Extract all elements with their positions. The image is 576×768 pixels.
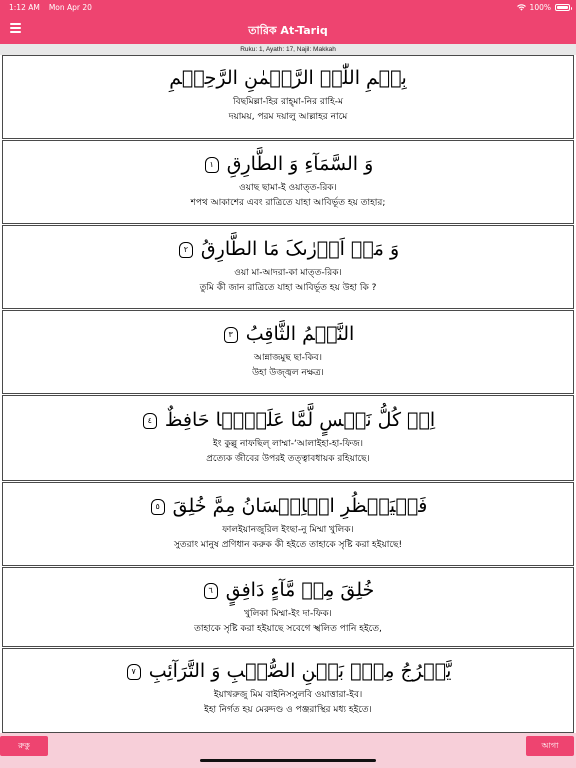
status-time: 1:12 AM [9,3,40,12]
next-button[interactable]: আগা [526,736,574,756]
verse-item[interactable] [2,310,574,394]
ayah-number-marker: ٥ [151,499,165,515]
verse-item[interactable] [2,567,574,647]
verse-translation: তুমি কী জান রাত্রিতে যাহা আবির্ভূত হয় উহা কি ? [199,283,377,293]
battery-percent: 100% [529,3,551,12]
battery-icon [555,4,570,11]
verse-arabic: وَ السَّمَآءِ وَ الطَّارِقِ ١ [3,153,573,175]
verse-item[interactable] [2,395,574,481]
verse-transliteration: আন্নাজমুছ ছা-কিব। [253,353,323,363]
verse-item[interactable] [2,482,574,566]
verse-arabic: اِنۡ کُلُّ نَفۡسٍ لَّمَّا عَلَیۡہَا حَافِظٌ ٤ [3,409,573,431]
surah-info: Ruku: 1, Ayath: 17, Najil: Makkah [0,44,576,55]
wifi-icon [517,4,526,11]
status-bar [0,0,576,14]
verse-arabic: خُلِقَ مِنۡ مَّآءٍ دَافِقٍ ٦ [3,579,573,601]
verse-translation: ইহা নির্গত হয় মেরুদণ্ড ও পঞ্জরাস্থির মধ্য হইতে। [204,705,372,715]
verse-transliteration: বিছমিল্লা-হির রাহ্‌মা-নির রাহি-ম [233,97,343,107]
verse-list[interactable] [0,55,576,733]
verse-transliteration: ওয়াছ ছামা-ই ওয়াত্‌ত-রিক। [239,183,337,193]
verse-arabic: یَّخۡرُجُ مِنۡۢ بَیۡنِ الصُّلۡبِ وَ التَّرَآئِبِ ٧ [3,660,573,682]
ayah-number-marker: ٦ [204,583,218,599]
verse-translation: উহা উজ্জ্বল নক্ষত্র। [252,368,324,378]
ayah-number-marker: ٤ [143,413,157,429]
verse-arabic: وَ مَاۤ اَدۡرٰىکَ مَا الطَّارِقُ ٢ [3,238,573,260]
ayah-number-marker: ٢ [179,242,193,258]
verse-item[interactable] [2,225,574,309]
verse-item[interactable] [2,140,574,224]
verse-transliteration: ওয়া মা-আদরা-কা মাত্‌ত-রিক। [234,268,342,278]
page-title: তারিক At-Tariq [248,24,328,37]
verse-arabic: بِسۡمِ اللّٰہِ الرَّحۡمٰنِ الرَّحِیۡمِ [169,67,407,89]
status-date: Mon Apr 20 [48,3,92,12]
verse-transliteration: ইং কুল্লু নাফছিল্‌ লাম্মা-‘আলাইহা-হা-ফিজ। [213,439,363,449]
ruku-button[interactable]: রুকু [0,736,48,756]
ayah-number-marker: ٣ [224,327,238,343]
ayah-number-marker: ١ [205,157,219,173]
ayah-number-marker: ٧ [127,664,141,680]
verse-translation: শপথ আকাশের এবং রাত্রিতে যাহা আবির্ভূত হয় তাহার; [190,198,386,208]
verse-item[interactable] [2,55,574,139]
verse-item[interactable] [2,648,574,733]
bottom-bar [0,733,576,768]
verse-translation: প্রত্যেক জীবের উপরই তত্ত্বাবধায়ক রহিয়াছে। [206,454,370,464]
verse-translation: তাহাকে সৃষ্টি করা হইয়াছে সবেগে স্খলিত পানি হইতে, [194,624,382,634]
verse-translation: সুতরাং মানুষ প্রণিধান করুক কী হইতে তাহাকে সৃষ্টি করা হইয়াছে! [173,540,403,550]
verse-transliteration: ইয়াখরুজু মিম বাইনিসসুলবি ওয়াত্তারা-ইব। [213,690,363,700]
verse-transliteration: ফালইয়ানজুরিল ইংছা-নু মিম্মা খুলিক। [222,525,354,535]
home-indicator[interactable] [200,759,376,762]
verse-translation: দয়াময়, পরম দয়ালু আল্লাহর নামে [228,112,348,122]
verse-transliteration: খুলিকা মিম্মা-ইং দা-ফিক। [244,609,332,619]
verse-arabic: النَّجۡمُ الثَّاقِبُ ٣ [3,323,573,345]
nav-bar [0,14,576,44]
verse-arabic: فَلۡیَنۡظُرِ الۡاِنۡسَانُ مِمَّ خُلِقَ ٥ [3,495,573,517]
